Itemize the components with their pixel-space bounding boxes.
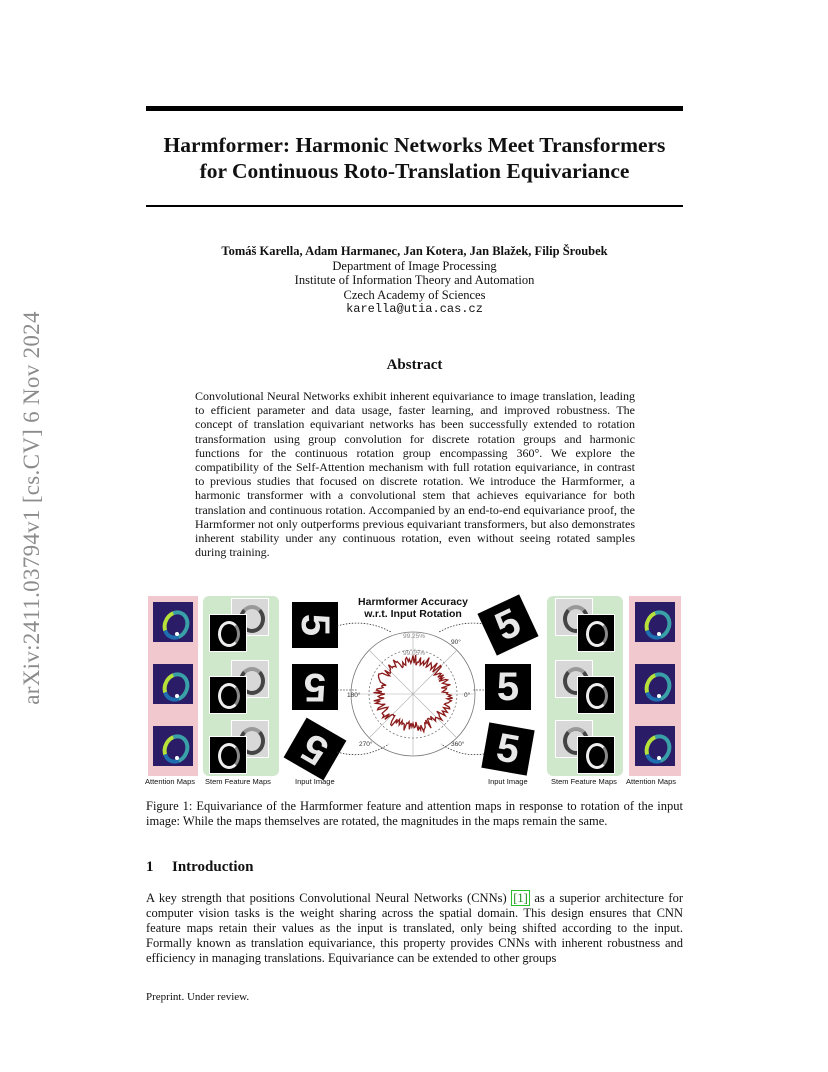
intro-paragraph xyxy=(146,891,683,966)
attention-map xyxy=(635,726,675,766)
label-input-right: Input Image xyxy=(488,777,528,786)
attention-map xyxy=(153,664,193,704)
stem-feature-map xyxy=(209,676,247,714)
author-department: Department of Image Processing xyxy=(332,258,497,273)
title-line-2: for Continuous Roto-Translation Equivariance xyxy=(199,159,630,183)
title-line-1: Harmformer: Harmonic Networks Meet Transformers xyxy=(163,133,666,157)
footer-note: Preprint. Under review. xyxy=(146,991,250,1003)
input-image-right: 5 xyxy=(477,594,538,655)
author-institute: Institute of Information Theory and Automation xyxy=(294,273,535,287)
intro-text-2: as a superior architecture for computer vision tasks is the weight sharing across the spatial domain. This design ensures that CNN feature maps retain their values as the input is translated, only being shifted according to the input. Formally known as translation equivariance, this property provides CNNs with inherent robustness and efficiency in managing translations. Equivariance can be extended to other groups xyxy=(146,891,683,965)
input-image-right: 5 xyxy=(481,722,534,775)
figure-connectors xyxy=(335,614,495,764)
angle-label-360: 360° xyxy=(451,741,465,748)
paper-title xyxy=(146,132,683,184)
input-image-left: 5 xyxy=(284,718,347,781)
polar-title-line-1: Harmformer Accuracy xyxy=(358,596,468,608)
attention-map xyxy=(153,726,193,766)
input-image-left: 5 xyxy=(292,664,338,710)
angle-label-180: 180° xyxy=(347,692,361,699)
polar-title-line-2: w.r.t. Input Rotation xyxy=(364,608,462,620)
author-email: karella@utia.cas.cz xyxy=(346,302,483,316)
label-stem-right: Stem Feature Maps xyxy=(551,777,617,786)
angle-label-0: 0° xyxy=(464,692,471,699)
input-image-left: 5 xyxy=(292,602,338,648)
angle-label-90: 90° xyxy=(451,639,461,646)
arxiv-stamp xyxy=(10,258,54,758)
label-stem-left: Stem Feature Maps xyxy=(205,777,271,786)
stem-feature-map xyxy=(577,676,615,714)
title-rule-bottom xyxy=(146,205,683,207)
angle-label-270: 270° xyxy=(359,741,373,748)
connector xyxy=(337,623,391,632)
stem-feature-map xyxy=(577,736,615,774)
author-block xyxy=(146,244,683,317)
section-title: Introduction xyxy=(172,859,254,875)
stem-feature-map xyxy=(209,736,247,774)
citation-link[interactable]: [1] xyxy=(513,891,528,905)
figure-caption: Figure 1: Equivariance of the Harmformer feature and attention maps in response to rotation of the input image: While the maps themselves are rotated, the magnitudes in the maps remain the same. xyxy=(146,799,683,828)
input-image-right: 5 xyxy=(485,664,531,710)
stem-feature-map xyxy=(209,614,247,652)
section-heading xyxy=(146,859,253,876)
stem-feature-map xyxy=(577,614,615,652)
author-academy: Czech Academy of Sciences xyxy=(343,287,486,302)
label-attention-left: Attention Maps xyxy=(145,777,196,786)
figure-1 xyxy=(145,592,685,792)
ring-label-outer: 99.25% xyxy=(403,633,426,640)
label-input-left: Input Image xyxy=(295,777,335,786)
arxiv-stamp-text: arXiv:2411.03794v1 [cs.CV] 6 Nov 2024 xyxy=(19,311,44,705)
author-names: Tomáš Karella, Adam Harmanec, Jan Kotera, Jan Blažek, Filip Šroubek xyxy=(221,244,608,258)
ring-label-inner: 99.05% xyxy=(403,650,426,657)
label-attention-right: Attention Maps xyxy=(626,777,677,786)
connector xyxy=(337,744,389,755)
attention-map xyxy=(635,602,675,642)
attention-map xyxy=(153,602,193,642)
intro-text-1: A key strength that positions Convolutional Neural Networks (CNNs) xyxy=(146,891,512,905)
title-rule-top xyxy=(146,106,683,111)
attention-map xyxy=(635,664,675,704)
section-number: 1 xyxy=(146,859,154,875)
abstract-text: Convolutional Neural Networks exhibit inherent equivariance to image translation, leading to efficient parameter and data usage, faster learning, and improved robustness. The concept of translation equivariant networks has been successfully extended to rotation transformation using group convolution for discrete rotation groups and harmonic functions for the continuous rotation group encompassing 360°. We explore the compatibility of the Self-Attention mechanism with full rotation equivariance, in contrast to previous studies that focused on discrete rotation. We introduce the Harmformer, a harmonic transformer with a convolutional stem that achieves equivariance for both translation and continuous rotation. Accompanied by an end-to-end equivariance proof, the Harmformer not only outperforms previous equivariant transformers, but also demonstrates inherent stability under any continuous rotation, even without seeing rotated samples during training. xyxy=(195,389,635,560)
abstract-heading: Abstract xyxy=(386,357,443,373)
